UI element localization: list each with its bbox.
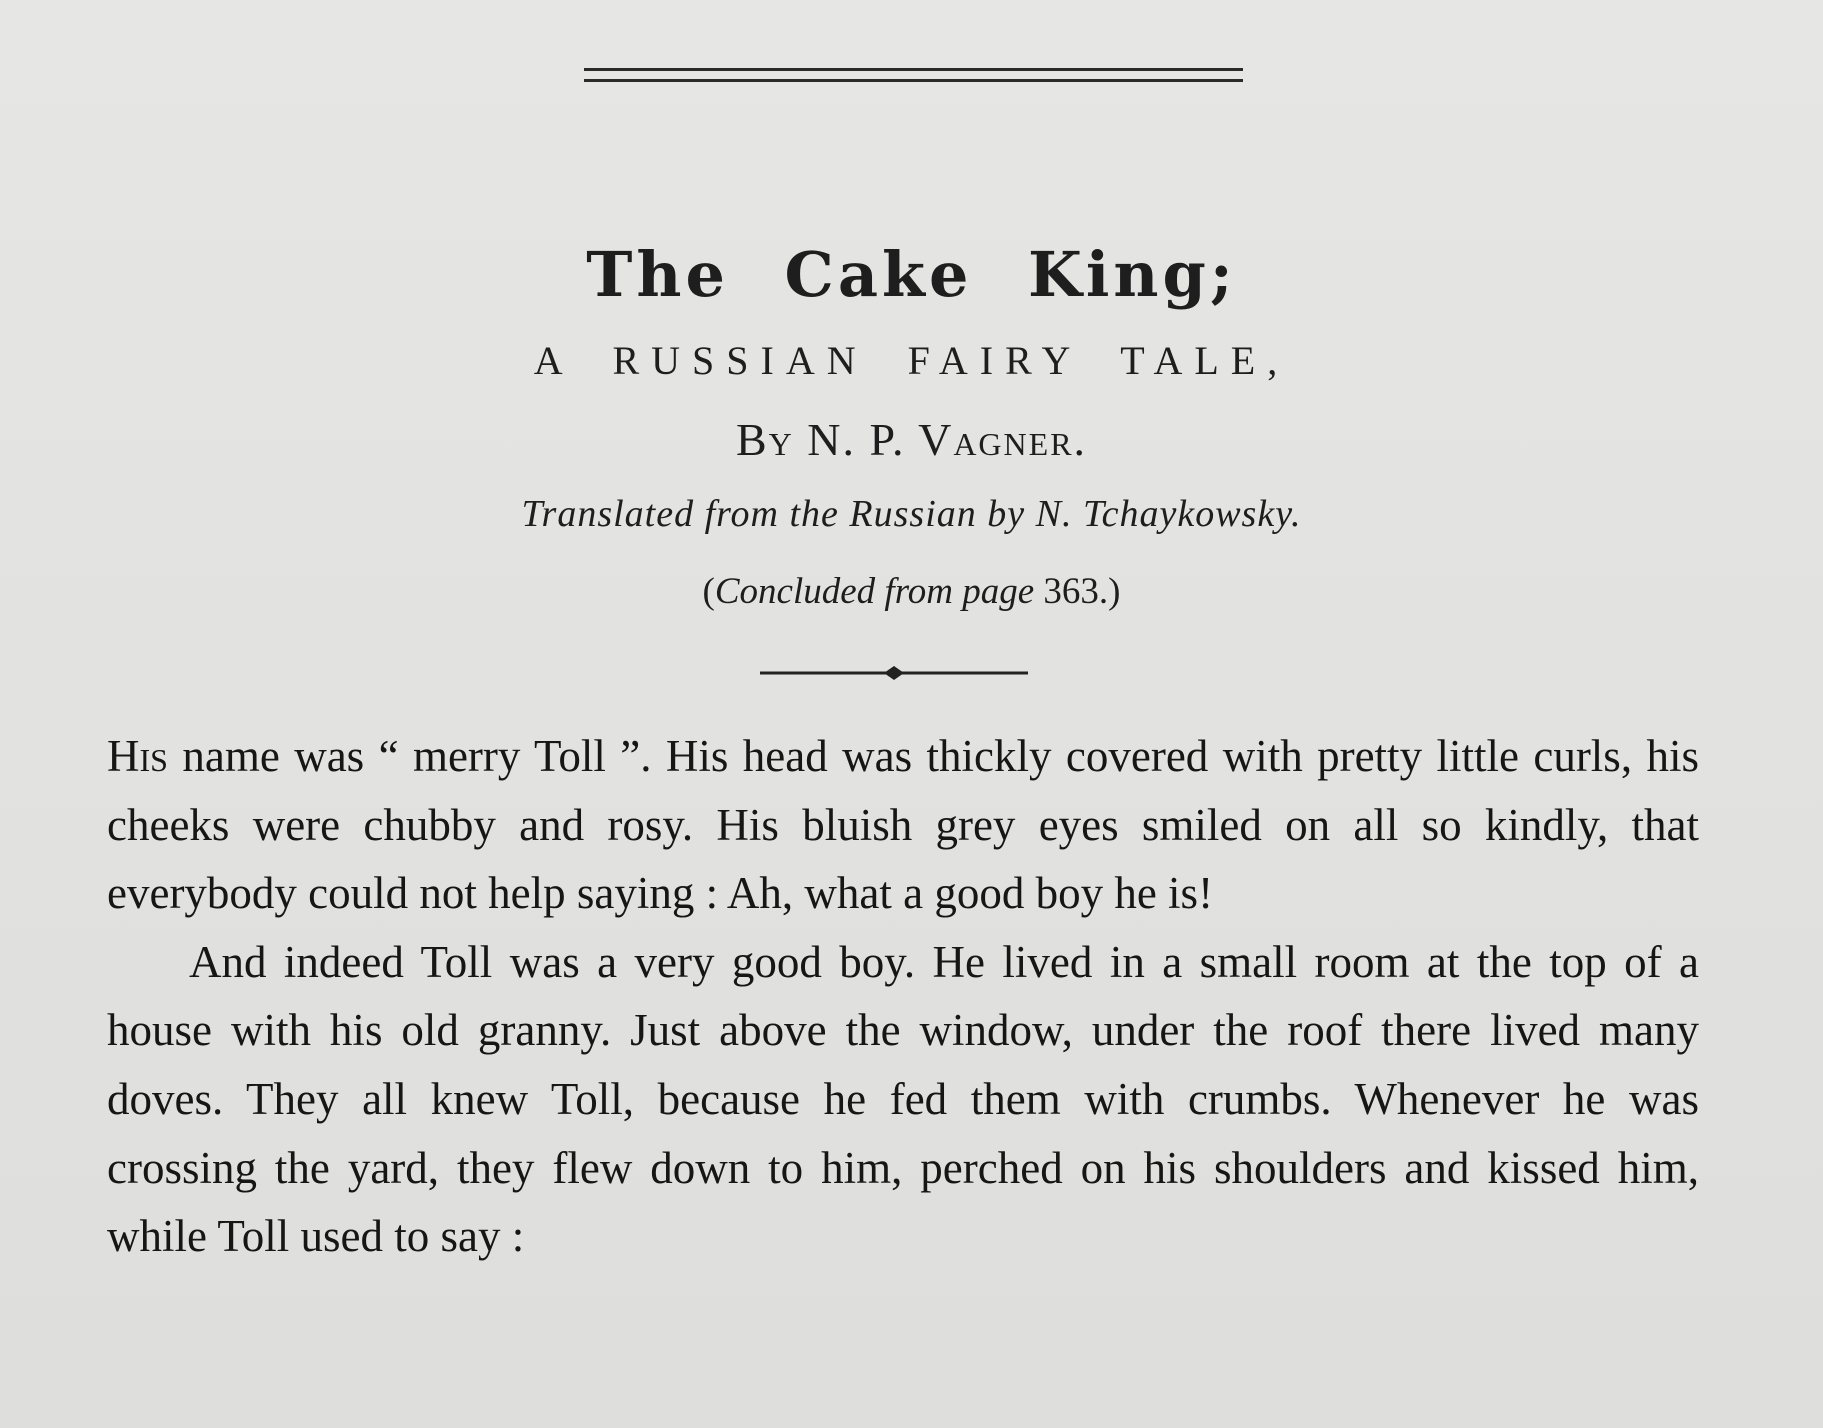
author-byline [0, 413, 1823, 466]
author-name: N. P. Vagner. [807, 414, 1088, 465]
paragraph-1-lead: His [107, 731, 168, 781]
translator-credit: Translated from the Russian by N. Tchaykowsky. [521, 493, 1302, 535]
byline-prefix: By [735, 414, 794, 465]
continuation-open-paren: ( [702, 571, 715, 612]
story-body [107, 722, 1699, 1271]
ornament-diamond [884, 666, 904, 680]
paragraph-1-text: name was “ merry Toll ”. His head was thickly covered with pretty little curls, his cheeks were chubby and rosy. His bluish grey eyes smiled on all so kindly, that everybody could not help saying : Ah, what a good boy he is! [107, 731, 1699, 919]
continuation-label: Concluded from page [714, 571, 1035, 612]
story-title: The Cake King; [586, 238, 1237, 311]
top-double-rule [584, 68, 1243, 82]
ornament-divider [760, 664, 1028, 682]
story-subtitle: A RUSSIAN FAIRY TALE, [533, 338, 1290, 383]
continuation-page: 363.) [1043, 571, 1121, 612]
continuation-note [0, 570, 1823, 613]
paragraph-1 [107, 722, 1699, 928]
paragraph-2: And indeed Toll was a very good boy. He lived in a small room at the top of a house with his old granny. Just above the window, under the roof there lived many doves. They all knew Toll, because he fed them with crumbs. Whenever he was crossing the yard, they flew down to him, perched on his shoulders and kissed him, while Toll used to say : [107, 936, 1699, 1262]
